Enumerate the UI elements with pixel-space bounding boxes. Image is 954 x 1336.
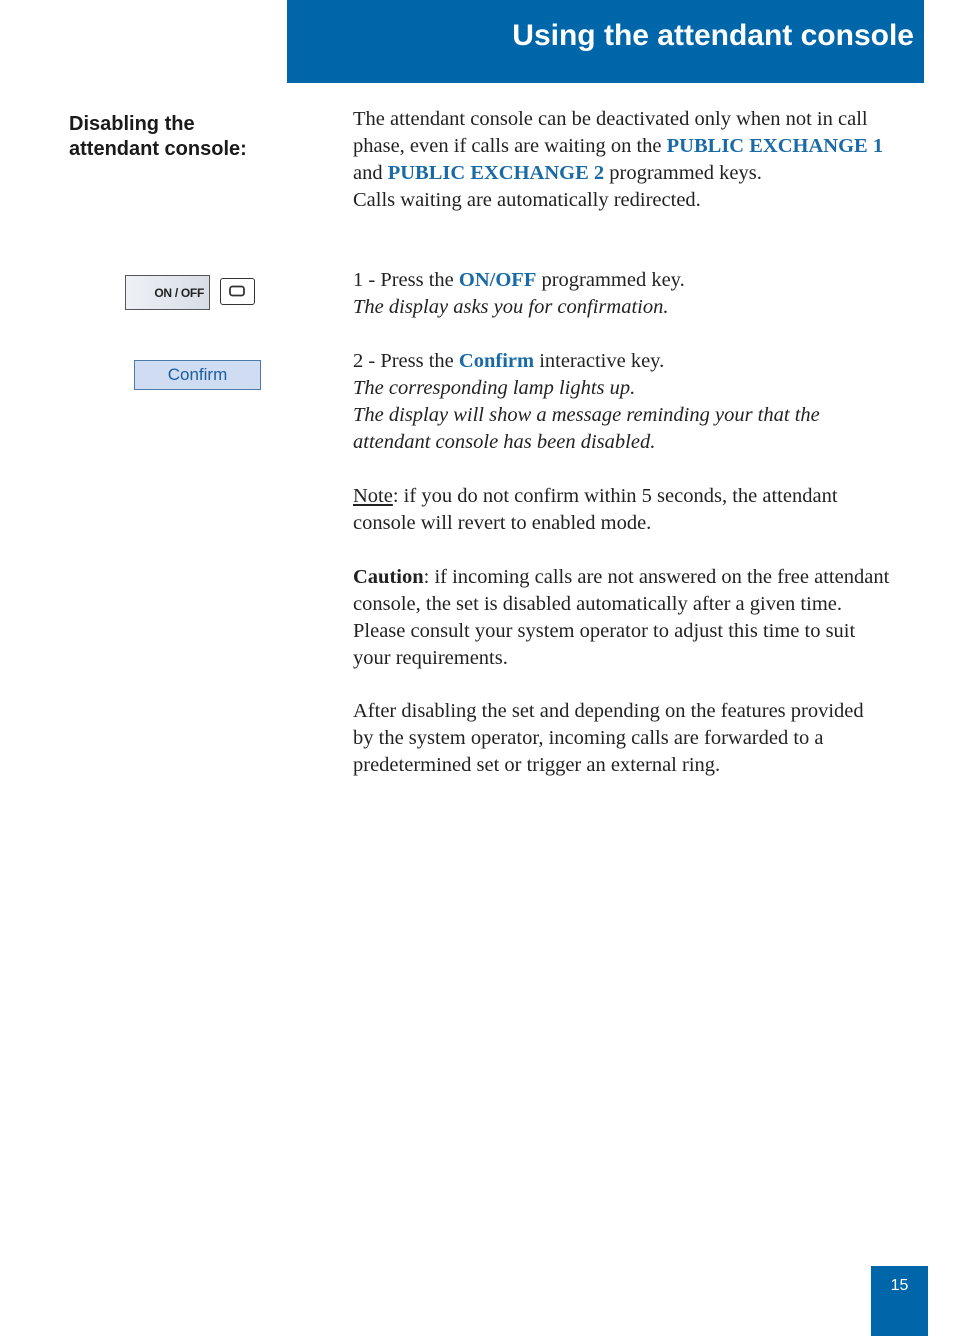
step2-line — [353, 348, 928, 375]
section-heading — [69, 112, 289, 162]
step2-result2-line1 — [353, 402, 928, 429]
step2-result1-text: The corresponding lamp lights up. — [353, 377, 636, 399]
intro-line2-text: phase, even if calls are waiting on the — [353, 135, 667, 157]
intro-line1: The attendant console can be deactivated only when not in call — [353, 108, 868, 130]
step2-paragraph — [353, 348, 928, 456]
caution-line3: Please consult your system operator to adjust this time to suit — [353, 620, 856, 642]
caution-label: Caution — [353, 566, 424, 588]
step1-line — [353, 267, 928, 294]
page-number-box — [871, 1266, 928, 1336]
intro-line3 — [353, 160, 928, 187]
section-heading-line2: attendant console: — [69, 138, 247, 160]
key-public-exchange-2: PUBLIC EXCHANGE 2 — [387, 162, 605, 184]
confirm-key[interactable] — [134, 360, 261, 390]
note-line1-text: : if you do not confirm within 5 seconds, the attendant — [392, 485, 838, 507]
step2-post: interactive key. — [534, 350, 665, 372]
caution-paragraph — [353, 564, 928, 672]
note-paragraph — [353, 483, 928, 537]
step1-result-text: The display asks you for confirmation. — [353, 296, 669, 318]
step1-paragraph — [353, 267, 928, 321]
lamp-icon — [220, 278, 255, 305]
intro-line2 — [353, 133, 928, 160]
note-label: Note — [353, 485, 393, 507]
step2-result1 — [353, 375, 928, 402]
note-line1 — [353, 483, 928, 510]
intro-paragraph — [353, 106, 928, 214]
onoff-key[interactable] — [125, 275, 210, 310]
caution-line4: your requirements. — [353, 647, 508, 669]
step1-pre: 1 - Press the — [353, 269, 459, 291]
caution-line1-text: : if incoming calls are not answered on the free attendant — [423, 566, 890, 588]
key-confirm-ref: Confirm — [458, 350, 535, 372]
step2-result2-line1-text: The display will show a message reminding your that the — [353, 404, 820, 426]
intro-line3-post: programmed keys. — [604, 162, 762, 184]
caution-line1 — [353, 564, 928, 591]
confirm-key-label: Confirm — [167, 365, 228, 384]
intro-line3-text: and — [353, 162, 388, 184]
step1-result — [353, 294, 928, 321]
note-line2: console will revert to enabled mode. — [353, 512, 652, 534]
page-header-bar — [287, 0, 924, 83]
page-title: Using the attendant console — [512, 19, 914, 52]
key-onoff-ref: ON/OFF — [458, 269, 537, 291]
step1-post: programmed key. — [536, 269, 685, 291]
step2-pre: 2 - Press the — [353, 350, 459, 372]
intro-line4: Calls waiting are automatically redirected. — [353, 189, 701, 211]
caution-line2: console, the set is disabled automatically after a given time. — [353, 593, 842, 615]
onoff-key-label: ON / OFF — [154, 285, 204, 300]
after-line3: predetermined set or trigger an external ring. — [353, 754, 721, 776]
page-number: 15 — [890, 1277, 909, 1294]
after-line1: After disabling the set and depending on the features provided — [353, 700, 864, 722]
step2-result2-line2 — [353, 429, 928, 456]
key-public-exchange-1: PUBLIC EXCHANGE 1 — [666, 135, 884, 157]
section-heading-line1: Disabling the — [69, 113, 195, 135]
step2-result2-line2-text: attendant console has been disabled. — [353, 431, 656, 453]
after-paragraph — [353, 698, 928, 779]
after-line2: by the system operator, incoming calls are forwarded to a — [353, 727, 824, 749]
